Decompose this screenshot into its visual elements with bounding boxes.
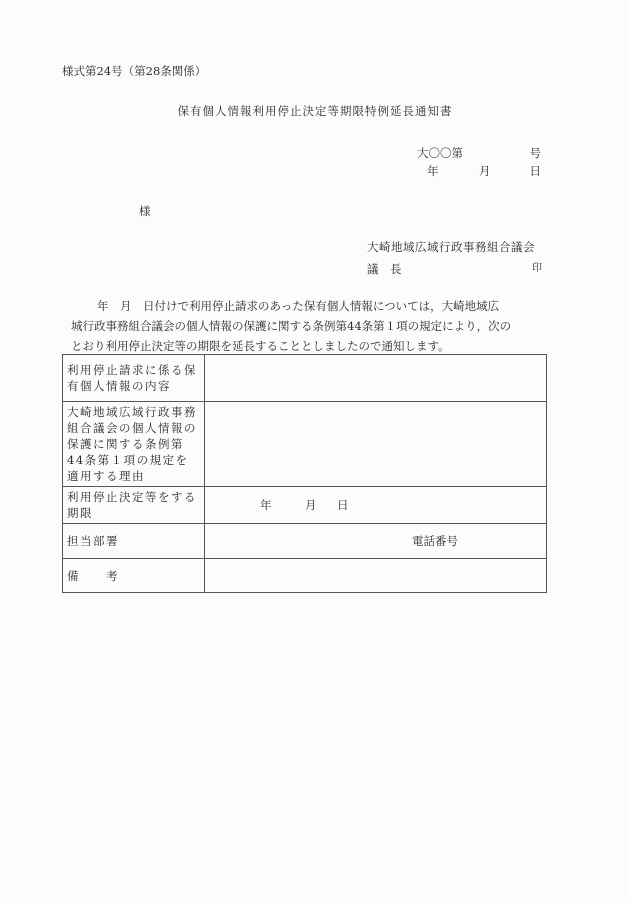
date-month: 月 [479, 164, 491, 178]
body-line: 年 月 日付けで利用停止請求のあった保有個人情報については，大崎地域広 [74, 299, 500, 313]
reason-field[interactable] [205, 402, 547, 487]
recipient-honorific: 様 [139, 204, 151, 218]
date-year: 年 [427, 164, 439, 178]
table-row [63, 559, 547, 593]
body-paragraph [71, 296, 549, 356]
doc-number-prefix: 大〇〇第 [417, 146, 463, 160]
deadline-field[interactable] [205, 487, 547, 524]
row-label: 利用停止請求に係る保有個人情報の内容 [63, 355, 205, 402]
form-number: 様式第24号（第28条関係） [62, 64, 207, 78]
phone-label: 電話番号 [412, 534, 458, 548]
doc-number-suffix: 号 [529, 146, 541, 160]
body-line: 城行政事務組合議会の個人情報の保護に関する条例第44条第１項の規定により，次の [71, 319, 512, 333]
seal-icon: 印 [532, 263, 542, 274]
table-row [63, 402, 547, 487]
deadline-year: 年 [260, 498, 272, 512]
info-content-field[interactable] [205, 355, 547, 402]
row-label: 備 考 [63, 559, 205, 593]
date-day: 日 [529, 164, 541, 178]
row-label: 大崎地域広域行政事務組合議会の個人情報の保護に関する条例第44条第１項の規定を適用する理由 [63, 402, 205, 487]
document-number [417, 146, 541, 160]
deadline-month: 月 [305, 498, 317, 512]
extension-table [62, 354, 547, 593]
row-label: 利用停止決定等をする期限 [63, 487, 205, 524]
remarks-field[interactable] [205, 559, 547, 593]
row-label: 担当部署 [63, 524, 205, 559]
body-line: とおり利用停止決定等の期限を延長することとしましたので通知します。 [71, 339, 450, 353]
table-row [63, 355, 547, 402]
sender-title-text: 議 長 [367, 262, 402, 276]
sender-organization: 大崎地域広域行政事務組合議会 [367, 240, 535, 254]
sender-title [367, 262, 542, 276]
table-row [63, 524, 547, 559]
department-field[interactable] [205, 524, 547, 559]
table-row [63, 487, 547, 524]
document-title: 保有個人情報利用停止決定等期限特例延長通知書 [177, 104, 453, 118]
deadline-day: 日 [337, 498, 349, 512]
